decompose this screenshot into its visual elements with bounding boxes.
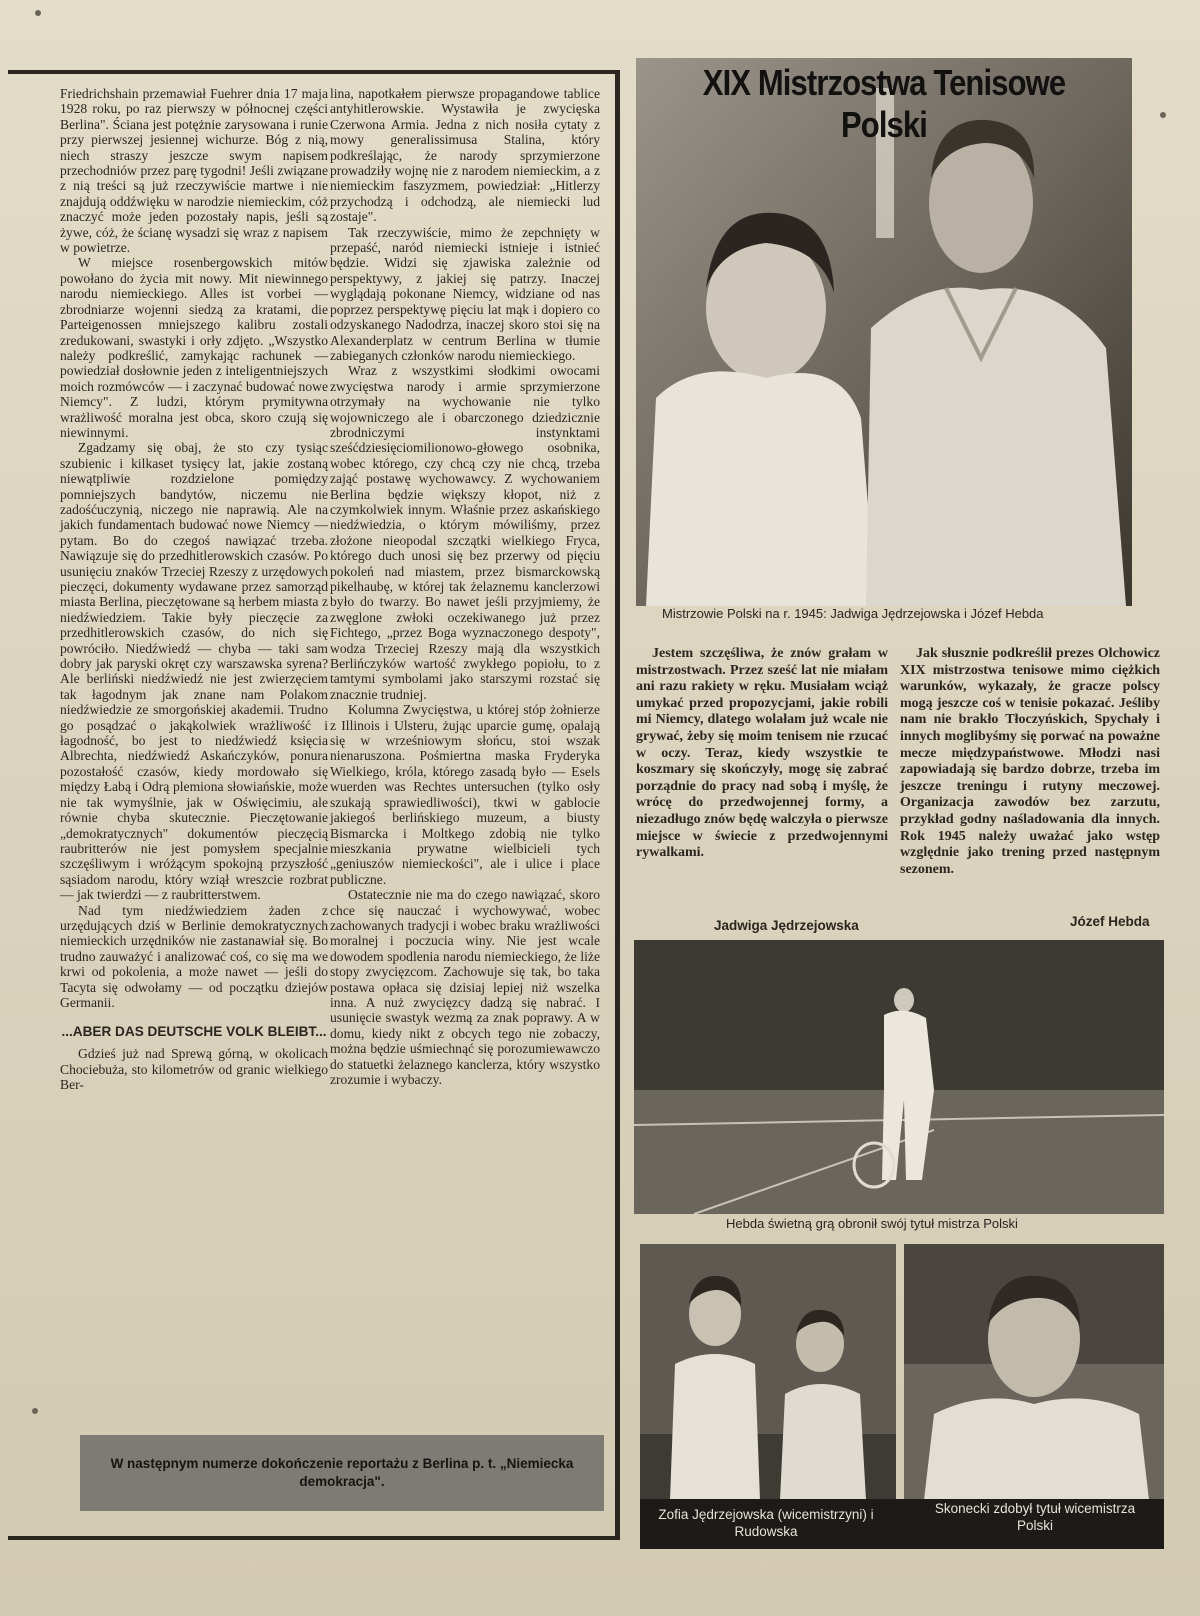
section-subhead: ...ABER DAS DEUTSCHE VOLK BLEIBT... <box>61 1024 327 1040</box>
paragraph: Tak rzeczywiście, mimo że zepchnięty w przepaść, naród niemiecki istnieje i istnieć będzie. Widzi się zjawiska zależnie od perspektywy, z jakiej się patrzy. Inaczej wyglądają pokonane Niemcy, widziane od nas poprzez perspektywę pięciu lat mąk i dopiero co odzyskanego Nadodrza, inaczej skoro stoi się na Alexanderplatz w centrum Berlina w tłumie zabieganych członków narodu niemieckiego. <box>330 224 600 363</box>
signature-jedrzejowska: Jadwiga Jędrzejowska <box>714 918 859 933</box>
paragraph: Friedrichshain przemawiał Fuehrer dnia 17 maja 1928 roku, po raz pierwszy w północnej części Berlina". Ściana jest potężnie zarysowana i runie przy pierwszej jesiennej wichurze. Bóg z nią, niech straszy jeszcze swym napisem przechodniów przez parę tygodni! Jeśli związane z nią treści są już rzeczywiście martwe i nie znajdują oddźwięku w narodzie niemieckim, cóż znaczyć może jeden pozostały napis, jeśli są żywe, cóż, że ścianę wysadzi się wraz z napisem w powietrze. <box>60 86 328 256</box>
page-title: XIX Mistrzostwa Tenisowe Polski <box>702 62 1066 145</box>
signature-hebda: Józef Hebda <box>1070 914 1150 929</box>
women-finalists-photo <box>640 1244 896 1500</box>
paragraph: W miejsce rosenbergowskich mitów powołano do życia mit nowy. Mit niewinnego narodu niemieckiego. Alles ist vorbei — zbrodniarze wojenni siedzą za kratami, die Parteigenossen mniejszego kalibru zostali zredukowani, swastyki i orły zdjęto. „Wszystko należy podkreślić, zamykając rachunek — powiedział dosłownie jeden z inteligentniejszych moich rozmówców — i zaczynać budować nowe Niemcy". Z ludzi, którym prymitywna wrażliwość moralna jest obca, skoro czują się niewinnymi. <box>60 255 328 440</box>
article-column-1 <box>60 86 328 1093</box>
match-photo <box>634 940 1164 1214</box>
jedrzejowska-quote <box>636 646 888 862</box>
skonecki-illustration <box>904 1244 1164 1500</box>
next-issue-notice: W następnym numerze dokończenie reportażu z Berlina p. t. „Niemiecka demokracja". <box>80 1435 604 1511</box>
champions-caption: Mistrzowie Polski na r. 1945: Jadwiga Jędrzejowska i Józef Hebda <box>662 606 1044 621</box>
hebda-quote <box>900 646 1160 878</box>
skonecki-caption: Skonecki zdobył tytuł wicemistrza Polski <box>934 1501 1136 1533</box>
women-finalists-caption: Zofia Jędrzejowska (wicemistrzyni) i Rudowska <box>658 1507 874 1539</box>
paper-speck <box>35 10 41 16</box>
paragraph: lina, napotkałem pierwsze propagandowe tablice antyhitlerowskie. Wystawiła je zwycięska Czerwona Armia. Jedna z nich nosiła cytaty z mowy generalissimusa Stalina, który podkreślając, że narody sprzymierzone prowadziły wojnę nie z narodem niemieckim, a z niemieckim faszyzmem, powiedział: „Hitlerzy przychodzą i odchodzą, ale niemiecki lud zostaje". <box>330 86 600 225</box>
paragraph: Zgadzamy się obaj, że sto czy tysiąc szubienic i kilkaset tysięcy lat, jakie zostaną niewątpliwie rozdzielone pomiędzy pomniejszych bandytów, niczemu nie zadośćuczynią, niczego nie naprawią. Ale na jakich fundamentach budować nowe Niemcy — pytam. Bo do czegoś nawiązać trzeba. Nawiązuje się do przedhitlerowskich czasów. Po usunięciu znaków Trzeciej Rzeszy z urzędowych pieczęci, dokumenty wydawane przez samorząd miasta Berlina, pieczętowane są herbem miasta z niedźwiedziem. Takie były pieczęcie za przedhitlerowskich czasów, do nich się powróciło. Niedźwiedź — chyba — taki sam dobry jak paryski okręt czy warszawska syrena? Ale berliński niedźwiedź nie jest zwierzęciem tak łagodnym jak znane nam Polakom niedźwiedzie ze smorgońskiej akademii. Trudno go posądzać o jakąkolwiek wrażliwość i łagodność, bo jest to niedźwiedź księcia Albrechta, niedźwiedź Askańczyków, ponura pozostałość czasów, kiedy mordowało się między Łabą i Odrą plemiona słowiańskie, może nie tak wymyślnie, jak w Oświęcimiu, ale równie chyba skutecznie. Pieczętowanie „demokratycznych" dokumentów pieczęcią raubritterów nie jest pomysłem specjalnie szczęśliwym i wróżącym spokojną przyszłość sąsiadom narodu, który wziął wreszcie rozbrat — jak twierdzi — z raubritterstwem. <box>60 440 328 903</box>
match-photo-illustration <box>634 940 1164 1214</box>
paper-speck <box>1160 112 1166 118</box>
article-column-2 <box>330 86 600 1087</box>
skonecki-photo <box>904 1244 1164 1500</box>
paragraph: Kolumna Zwycięstwa, u której stóp żołnierze z Illinois i Ulsteru, żując uparcie gumę, opalają się w wrześniowym słońcu, stoi wszak nienaruszona. Pośmiertna maska Fryderyka Wielkiego, króla, którego zasadą było — Esels wuerden was Rechtes untersuchen (tylko osły szukają sprawiedliwości), tkwi w gablocie jakiegoś berlińskiego muzeum, a biusty Bismarcka i Moltkego zdobią nie tylko mieszkania prywatne wielbicieli tych „geniuszów niemieckości", ale i ulice i place publiczne. <box>330 702 600 887</box>
champions-photo <box>636 58 1132 606</box>
women-finalists-illustration <box>640 1244 896 1500</box>
paragraph: Gdzieś już nad Sprewą górną, w okolicach Chociebuża, sto kilometrów od granic wielkiego Ber- <box>60 1046 328 1093</box>
paragraph: Wraz z wszystkimi słodkimi owocami zwycięstwa narody i armie sprzymierzone otrzymały na wychowanie nie tylko wojowniczego ale i obarczonego dziedzicznie zbrodniczymi instynktami sześćdziesięciomilionowo-głowego osobnika, wobec którego, czy chcą czy nie chcą, trzeba zająć postawę wychowawcy. Z wychowaniem Berlina będzie większy kłopot, niż z czymkolwiek innym. Właśnie przez askańskiego niedźwiedzia, o którym mówiliśmy, przez złożone nieopodal szczątki wielkiego Fryca, którego duch unosi się bez przerwy od pięciu pokoleń nad miastem, przez bismarckowską pikelhaubę, w której tak żelaznemu kanclerzowi było do twarzy. Bo nawet jeśli przyjmiemy, że zwęglone zwłoki oczekiwanego już przez Fichtego, „przez Boga wyznaczonego despoty", wodza Trzeciej Rzeszy mają dla wszystkich Berlińczyków wartość zwykłego popiołu, to z tamtymi symbolami jako starszymi rozstać się znacznie trudniej. <box>330 363 600 702</box>
paragraph: Ostatecznie nie ma do czego nawiązać, skoro chce się nauczać i wychowywać, wobec zachowanych tradycji i wobec braku wrażliwości moralnej i poczucia winy. Nie jest wcale dowodem spodlenia narodu niemieckiego, że liże stopy zwycięzcom. Zachowuje się tak, bo taka postawa opłaca się dzisiaj lepiej niż wszelka inna. A nuż zwycięzcy dadzą się nabrać. I usunięcie swastyk wezmą za znak poprawy. A w domu, kiedy nikt z obcych tego nie zobaczy, można będzie uśmiechnąć się porozumiewawczo do statuetki żelaznego kanclerza, który wszystko zrozumie i wybaczy. <box>330 887 600 1087</box>
paragraph: Nad tym niedźwiedziem żaden z urzędujących dziś w Berlinie demokratycznych niemieckich urzędników nie zastanawiał się. Bo trudno zauważyć i analizować coś, co się ma we krwi od pokolenia, a może nawet — jeśli do Tacyta się odwołamy — od początku dziejów Germanii. <box>60 902 328 1010</box>
quote-text: Jestem szczęśliwa, że znów grałam w mistrzostwach. Przez sześć lat nie miałam ani razu rakiety w ręku. Musiałam wciąż umykać przed propozycjami, jakie robili mi Niemcy, dlatego wolałam już wcale nie grywać, żeby się moim tenisem nie rzucać w oczy. Teraz, kiedy wszystkie te koszmary się skończyły, mogę się zabrać porządnie do pracy nad sobą i myślę, że wrócę do przedwojennej formy, a niezadługo znów będę walczyła o pierwsze miejsce w świecie z przedwojennymi rywalkami. <box>636 646 888 861</box>
quote-text: Jak słusznie podkreślił prezes Olchowicz XIX mistrzostwa tenisowe mimo ciężkich warunków, wykazały, że gracze polscy mogą jeszcze coś w tenisie pokazać. Jeśliby nam nie brakło Tłoczyńskich, Spychały i innych moglibyśmy się porwać na poważne mecze międzypaństwowe. Młodzi nasi zapowiadają się bardzo dobrze, trzeba im jeszcze treningu i rutyny meczowej. Organizacja zawodów bez zarzutu, przykład godny naśladowania dla innych. Rok 1945 należy uważać jako wstęp względnie jako trening przed następnym sezonem. <box>900 646 1160 877</box>
match-caption: Hebda świetną grą obronił swój tytuł mistrza Polski <box>726 1216 1018 1231</box>
